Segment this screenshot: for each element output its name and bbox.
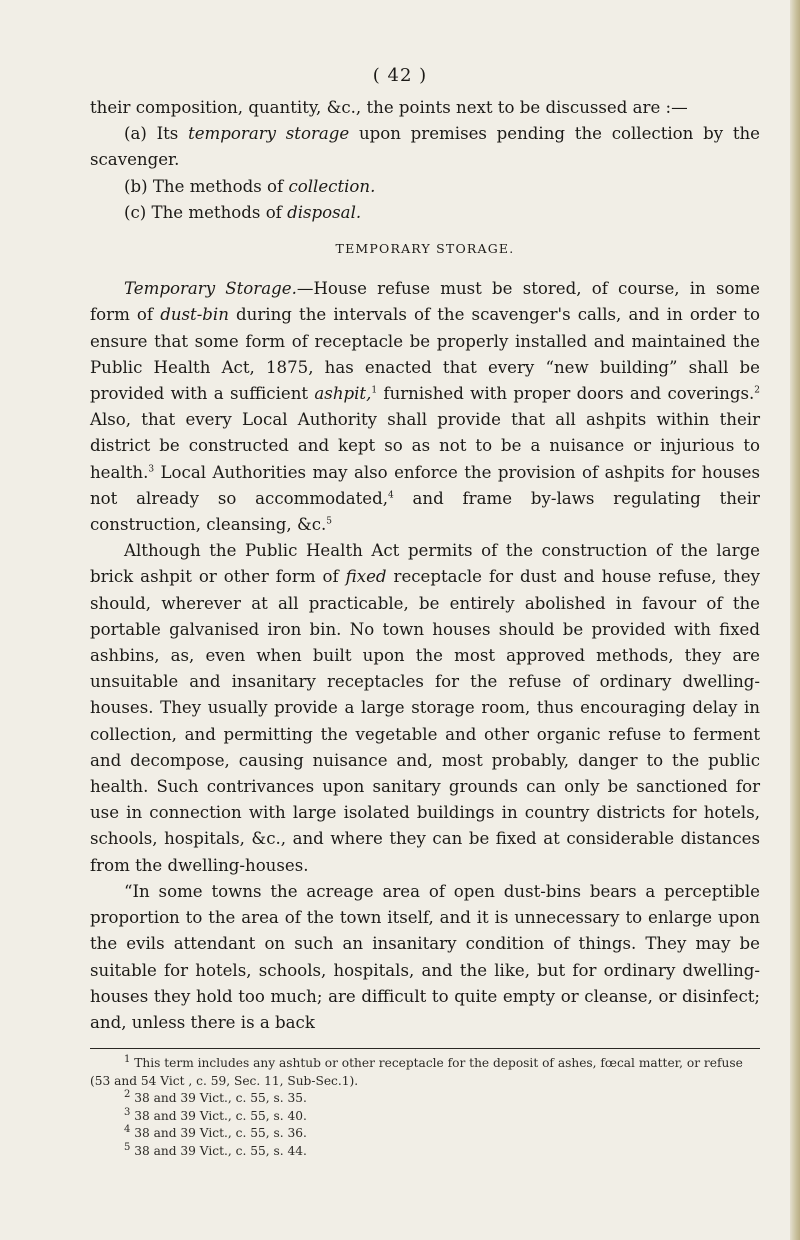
paragraph-text: Also, that every Local Authority shall provide that all ashpits within their district be constructed and kept so as not to be a nuisance or injurious to health. xyxy=(90,410,760,482)
page-number: ( 42 ) xyxy=(372,65,428,86)
footnote-ref: 4 xyxy=(387,490,394,501)
paragraph-text: Although the Public Health Act permits of the construction of the large brick ashpit or other form of xyxy=(90,541,760,587)
footnote-text: This term includes any ashtub or other receptacle for the deposit of ashes, fœcal matter, or refuse (53 and 54 Vict , c. 59, Sec. 11, Sub-Sec.1). xyxy=(90,1056,743,1088)
paragraph-text: Local Authorities may also enforce the provision of ashpits for houses not already so accommodated, xyxy=(90,462,760,508)
footnote-number: 5 xyxy=(124,1142,131,1154)
list-emphasis: collection. xyxy=(288,176,376,196)
list-label: (a) xyxy=(124,124,147,144)
footnote-text: 38 and 39 Vict., c. 55, s. 35. xyxy=(130,1091,307,1106)
paragraph-temporary-storage xyxy=(90,276,760,538)
footnote-text: 38 and 39 Vict., c. 55, s. 40. xyxy=(130,1108,307,1123)
list-emphasis: temporary storage xyxy=(188,124,350,144)
list-text: upon premises pending the collection by the scavenger. xyxy=(90,124,761,170)
footnotes xyxy=(90,1055,760,1161)
list-text: The methods of xyxy=(147,176,289,196)
footnote-number: 2 xyxy=(124,1089,131,1101)
list-item-c xyxy=(90,200,760,226)
emphasis: ashpit, xyxy=(314,384,372,404)
footnote-divider xyxy=(90,1048,760,1049)
paragraph-text: “In some towns the acreage area of open dust-bins bears a perceptible proportion to the area of the town itself, and it is unnecessary to enlarge upon the evils attendant on such an insanitary condition of things. They may be suitable for hotels, schools, hospitals, and the like, but for ordinary dwelling-houses they hold too much; are difficult to quite empty or cleanse, or disinfect; and, unless there is a back xyxy=(90,881,760,1032)
footnote-4 xyxy=(90,1125,760,1143)
paragraph-text: during the intervals of the scavenger's calls, and in order to ensure that some form of receptacle be properly installed and maintained the Public Health Act, 1875, has enacted that every “new building” shall be provided with a sufficient xyxy=(90,305,760,404)
footnote-number: 3 xyxy=(124,1106,131,1118)
list-label: (c) xyxy=(124,202,147,222)
footnote-ref: 2 xyxy=(754,385,761,396)
list-emphasis: disposal. xyxy=(287,202,362,222)
paragraph-text: —House refuse must be stored, of course, in some form of xyxy=(90,279,760,325)
page-edge xyxy=(790,0,800,1240)
intro-paragraph xyxy=(90,95,760,121)
run-in-heading: Temporary Storage. xyxy=(124,279,297,299)
footnote-number: 1 xyxy=(124,1054,131,1066)
main-text xyxy=(90,95,760,1161)
footnote-1 xyxy=(90,1055,760,1090)
list-item-b xyxy=(90,174,760,200)
paragraph-text: and frame by-laws regulating their construction, cleansing, &c. xyxy=(90,488,760,535)
list-text: The methods of xyxy=(146,202,288,222)
emphasis: fixed xyxy=(345,567,387,587)
list-text: Its xyxy=(146,124,189,144)
footnote-ref: 5 xyxy=(326,516,333,527)
list-label: (b) xyxy=(124,176,148,196)
footnote-3 xyxy=(90,1108,760,1126)
footnote-text: 38 and 39 Vict., c. 55, s. 44. xyxy=(130,1144,307,1159)
footnote-number: 4 xyxy=(124,1124,131,1136)
paragraph-text: furnished with proper doors and coverings. xyxy=(377,384,755,404)
paragraph-quotation xyxy=(90,879,760,1036)
footnote-ref: 1 xyxy=(371,385,378,396)
paragraph-fixed-receptacles xyxy=(90,538,760,879)
footnote-text: 38 and 39 Vict., c. 55, s. 36. xyxy=(130,1126,307,1141)
paragraph-text: receptacle for dust and house refuse, they should, wherever at all practicable, be entirely abolished in favour of the portable galvanised iron bin. No town houses should be provided with fixed ashbins, as, even when built upon the most approved methods, they are unsuitable and insanitary receptacles for the refuse of ordinary dwelling-houses. They usually provide a large storage room, thus encouraging delay in collection, and permitting the vegetable and other organic refuse to ferment and decompose, causing nuisance and, most probably, danger to the public health. Such contrivances upon sanitary grounds can only be sanctioned for use in connection with large isolated buildings in country districts for hotels, schools, hospitals, &c., and where they can be fixed at considerable distances from the dwelling-houses. xyxy=(90,567,760,875)
footnote-2 xyxy=(90,1090,760,1108)
footnote-ref: 3 xyxy=(148,464,155,475)
list-item-a xyxy=(90,121,760,173)
footnote-5 xyxy=(90,1143,760,1161)
section-heading: TEMPORARY STORAGE. xyxy=(335,241,515,257)
emphasis: dust-bin xyxy=(160,305,229,325)
intro-text: their composition, quantity, &c., the points next to be discussed are :— xyxy=(90,98,688,117)
